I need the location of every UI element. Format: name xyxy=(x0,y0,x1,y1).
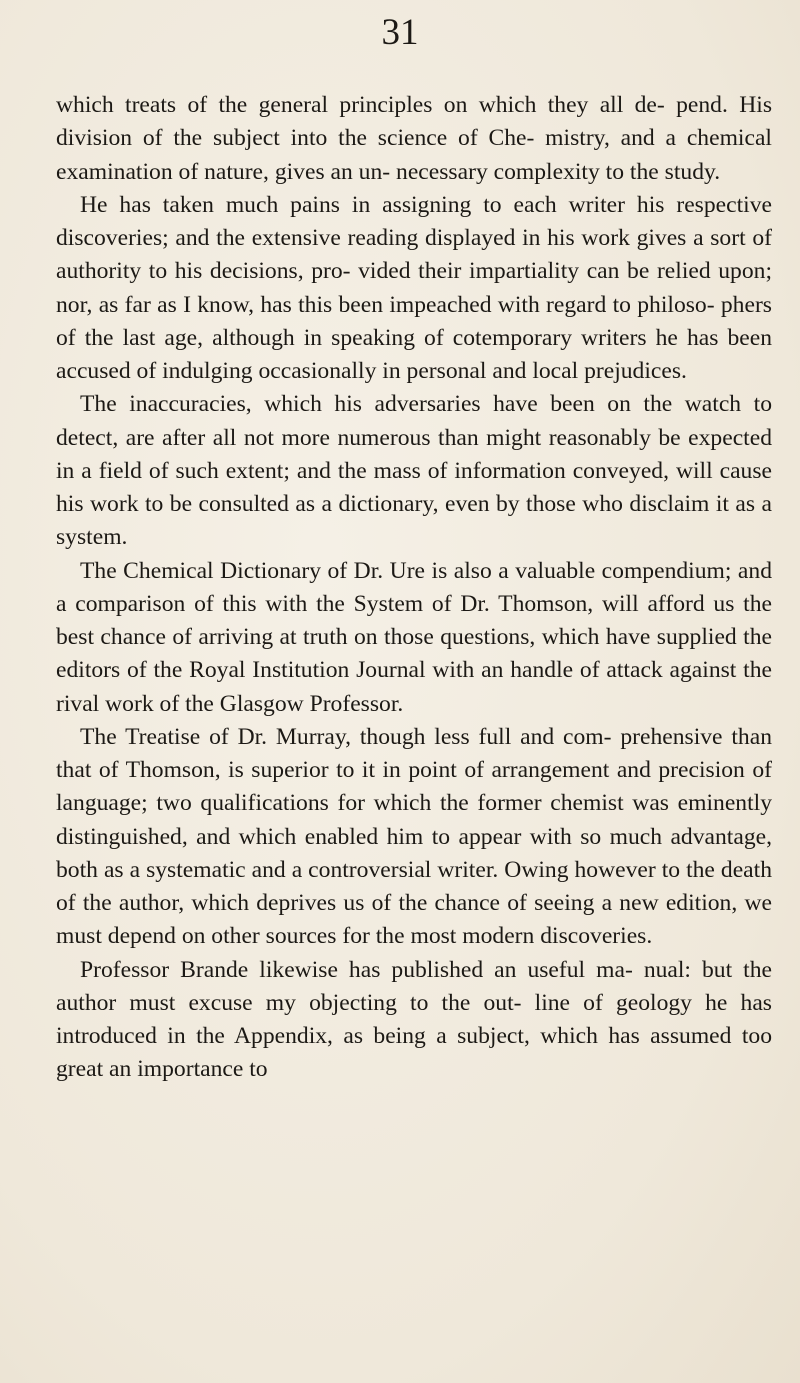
paragraph-4: The Chemical Dictionary of Dr. Ure is also a valuable compendium; and a comparison of this with the System of Dr. Thomson, will afford us the best chance of arriving at truth on those questions, which have supplied the editors of the Royal Institution Journal with an handle of attack against the rival work of the Glasgow Professor. xyxy=(56,557,772,717)
paragraph-2: He has taken much pains in assigning to each writer his respective discoveries; and the extensive reading displayed in his work gives a sort of authority to his decisions, pro- vided their impartiality can be relied upon; nor, as far as I know, has this been impeached with regard to philoso- phers of the last age, although in speaking of cotemporary writers he has been accused of indulging occasionally in personal and local prejudices. xyxy=(56,191,772,384)
body-text xyxy=(56,89,772,1087)
paragraph-6: Professor Brande likewise has published an useful ma- nual: but the author must excuse my objecting to the out- line of geology he has introduced in the Appendix, as being a subject, which has assumed too great an importance to xyxy=(56,956,772,1083)
paragraph-3: The inaccuracies, which his adversaries have been on the watch to detect, are after all not more numerous than might reasonably be expected in a field of such extent; and the mass of information conveyed, will cause his work to be consulted as a dictionary, even by those who disclaim it as a system. xyxy=(56,391,772,551)
paragraph-5: The Treatise of Dr. Murray, though less full and com- prehensive than that of Thomson, is superior to it in point of arrangement and precision of language; two qualifications for which the former chemist was eminently distinguished, and which enabled him to appear with so much advantage, both as a systematic and a controversial writer. Owing however to the death of the author, which deprives us of the chance of seeing a new edition, we must depend on other sources for the most modern discoveries. xyxy=(56,723,772,950)
page-number: 31 xyxy=(381,12,419,53)
paragraph-1: which treats of the general principles on which they all de- pend. His division of the subject into the science of Che- mistry, and a chemical examination of nature, gives an un- necessary complexity to the study. xyxy=(56,92,772,185)
